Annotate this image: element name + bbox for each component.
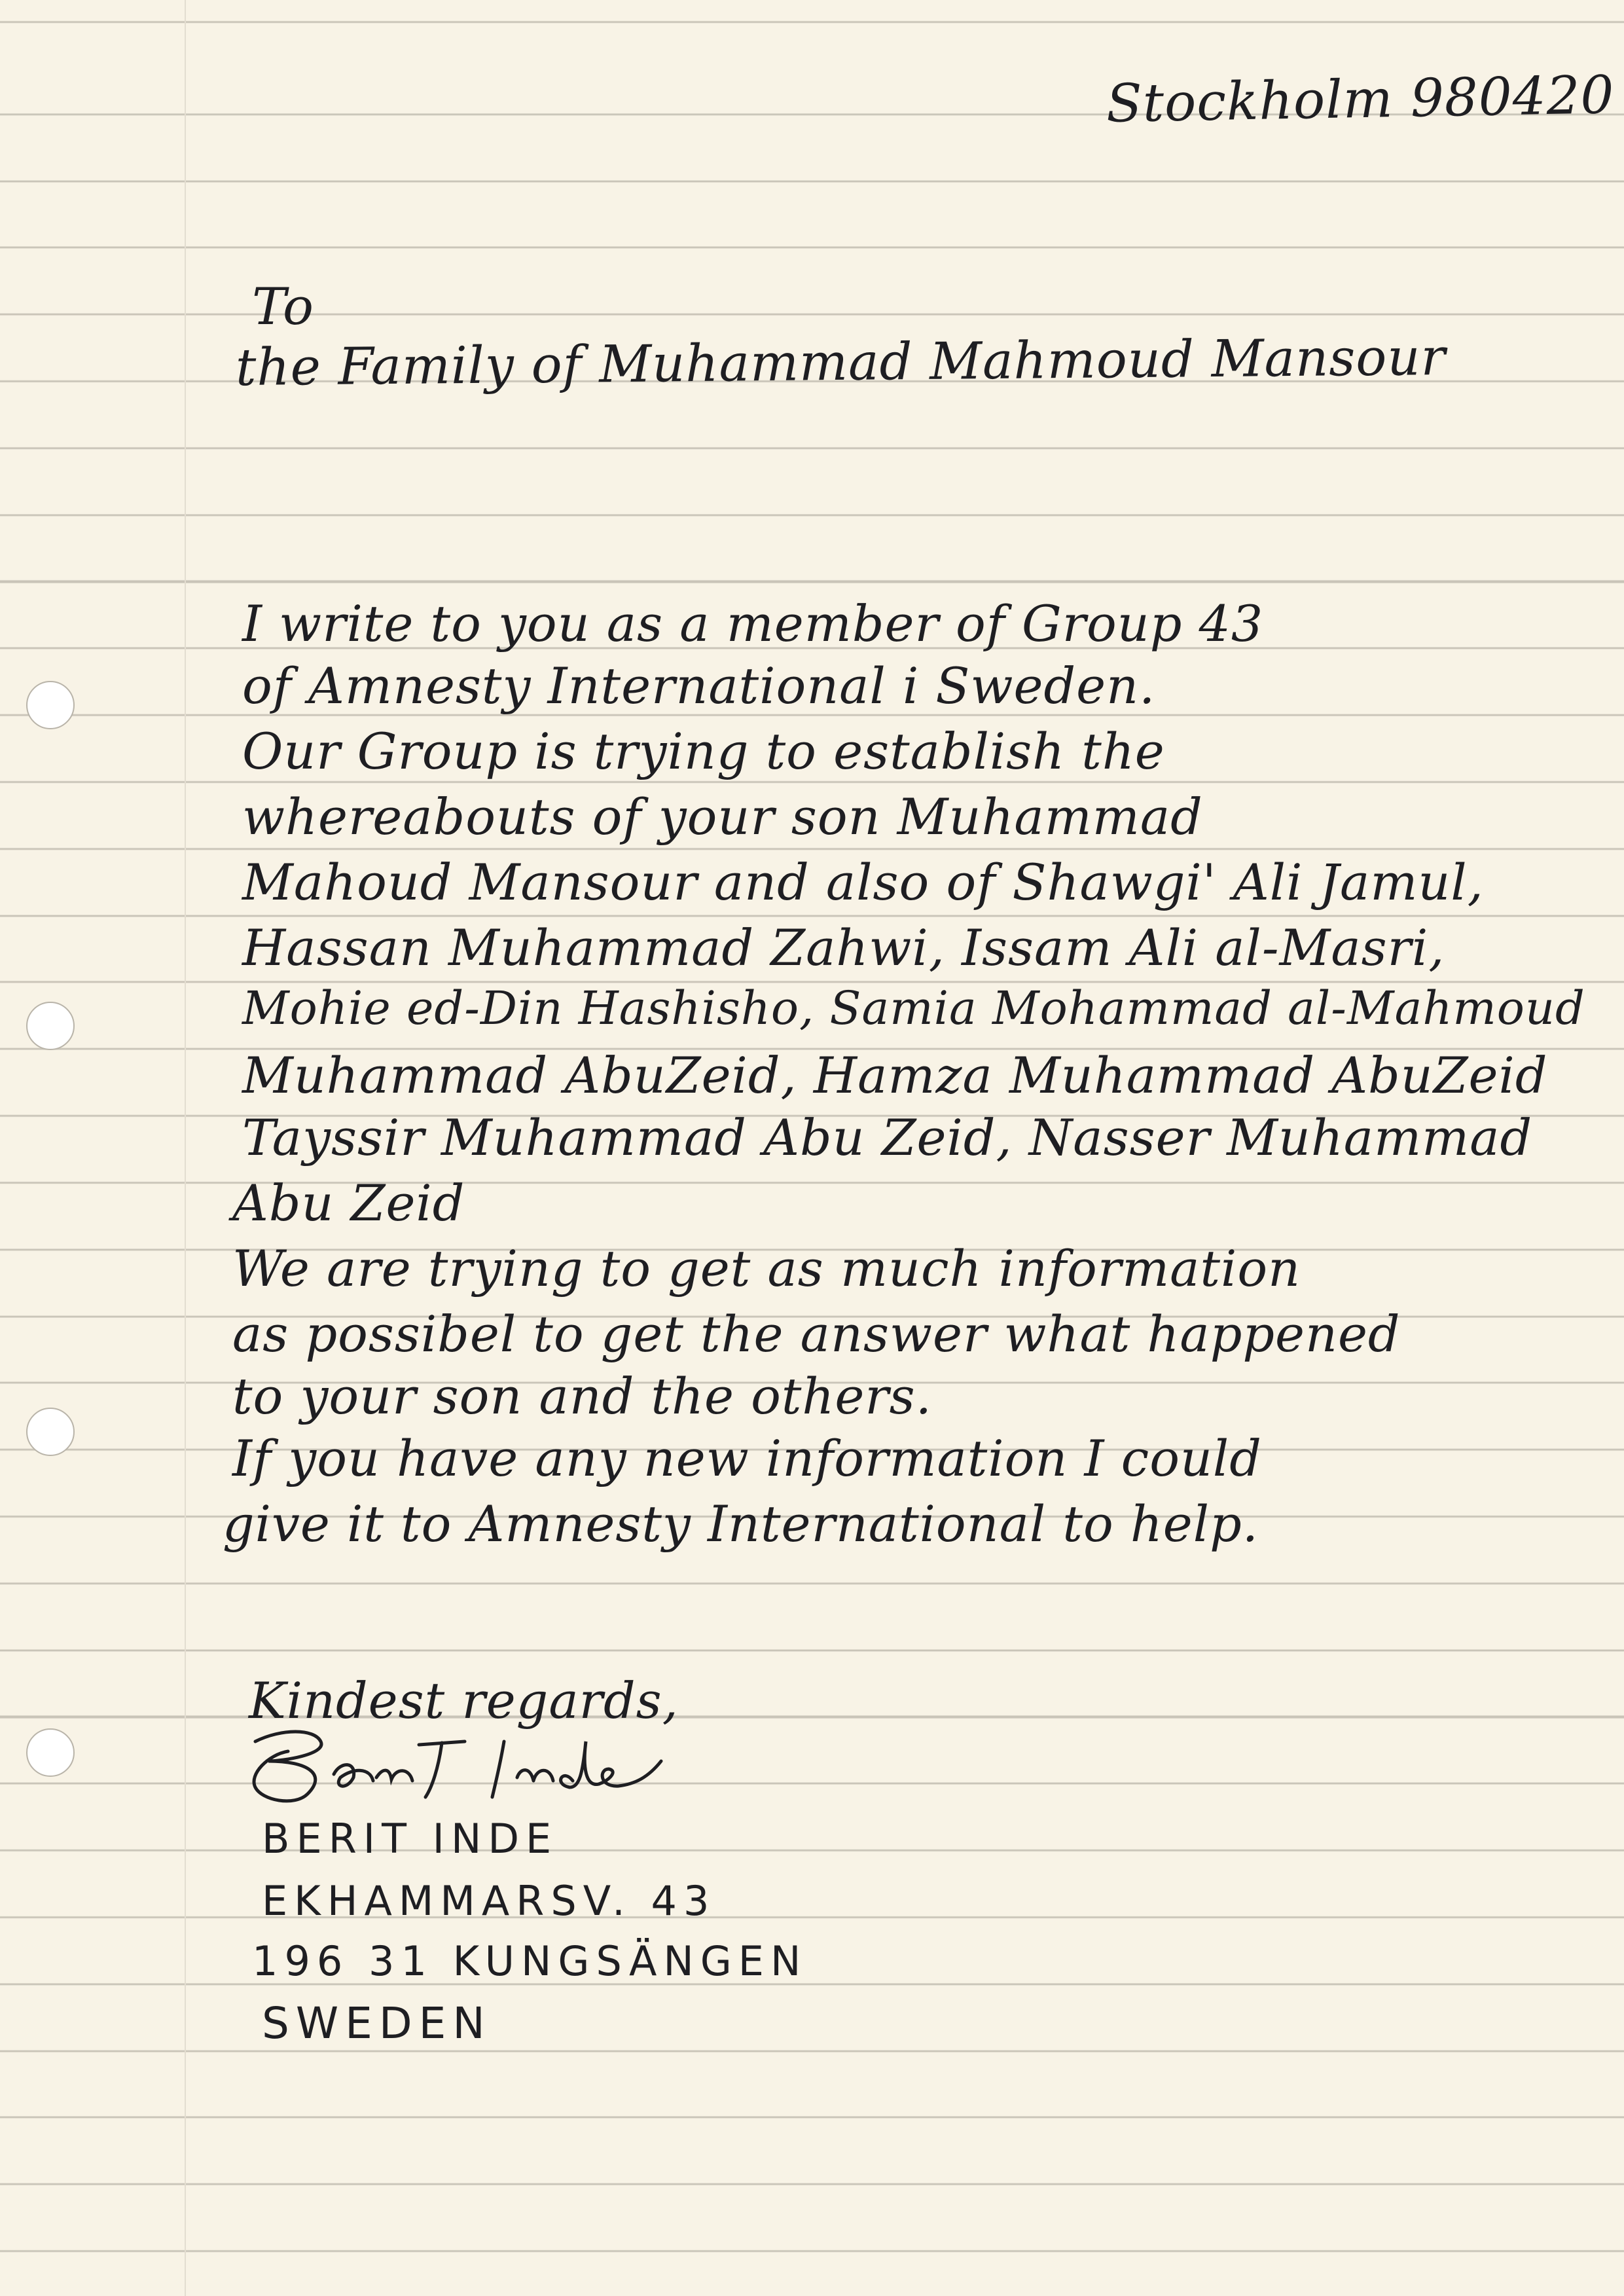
body-line: Tayssir Muhammad Abu Zeid, Nasser Muhammad bbox=[242, 1108, 1533, 1167]
body-line: Mahoud Mansour and also of Shawgi' Ali Jamul, bbox=[242, 853, 1484, 911]
body-line: I write to you as a member of Group 43 bbox=[242, 594, 1264, 653]
body-line: We are trying to get as much information bbox=[232, 1239, 1301, 1298]
body-line: Abu Zeid bbox=[232, 1174, 465, 1232]
punch-hole bbox=[26, 1408, 75, 1456]
body-line: Hassan Muhammad Zahwi, Issam Ali al-Masri, bbox=[242, 919, 1445, 977]
closing: Kindest regards, bbox=[249, 1671, 679, 1730]
body-line: Our Group is trying to establish the bbox=[242, 722, 1165, 780]
handwritten-signature bbox=[242, 1715, 700, 1813]
salutation-to: To bbox=[252, 278, 314, 337]
place-date: Stockholm 980420 bbox=[1106, 64, 1615, 134]
salutation-recipient: the Family of Muhammad Mahmoud Mansour bbox=[235, 327, 1447, 398]
address-country: SWEDEN bbox=[262, 1998, 492, 2049]
punch-hole bbox=[26, 1728, 75, 1777]
address-postal: 196 31 KUNGSÄNGEN bbox=[252, 1937, 808, 1985]
body-line: as possibel to get the answer what happened bbox=[232, 1305, 1401, 1363]
address-name: BERIT INDE bbox=[262, 1815, 558, 1863]
body-line: If you have any new information I could bbox=[232, 1429, 1262, 1487]
address-street: EKHAMMARSV. 43 bbox=[262, 1877, 716, 1925]
body-line: whereabouts of your son Muhammad bbox=[242, 788, 1203, 846]
body-line: to your son and the others. bbox=[232, 1367, 932, 1425]
page-margin-line bbox=[185, 0, 186, 2296]
body-line: Mohie ed-Din Hashisho, Samia Mohammad al-Mahmoud bbox=[242, 981, 1585, 1035]
body-line: Muhammad AbuZeid, Hamza Muhammad AbuZeid bbox=[242, 1046, 1548, 1104]
punch-hole bbox=[26, 681, 75, 729]
punch-hole bbox=[26, 1002, 75, 1050]
body-line: give it to Amnesty International to help. bbox=[223, 1495, 1259, 1553]
body-line: of Amnesty International i Sweden. bbox=[242, 657, 1156, 715]
